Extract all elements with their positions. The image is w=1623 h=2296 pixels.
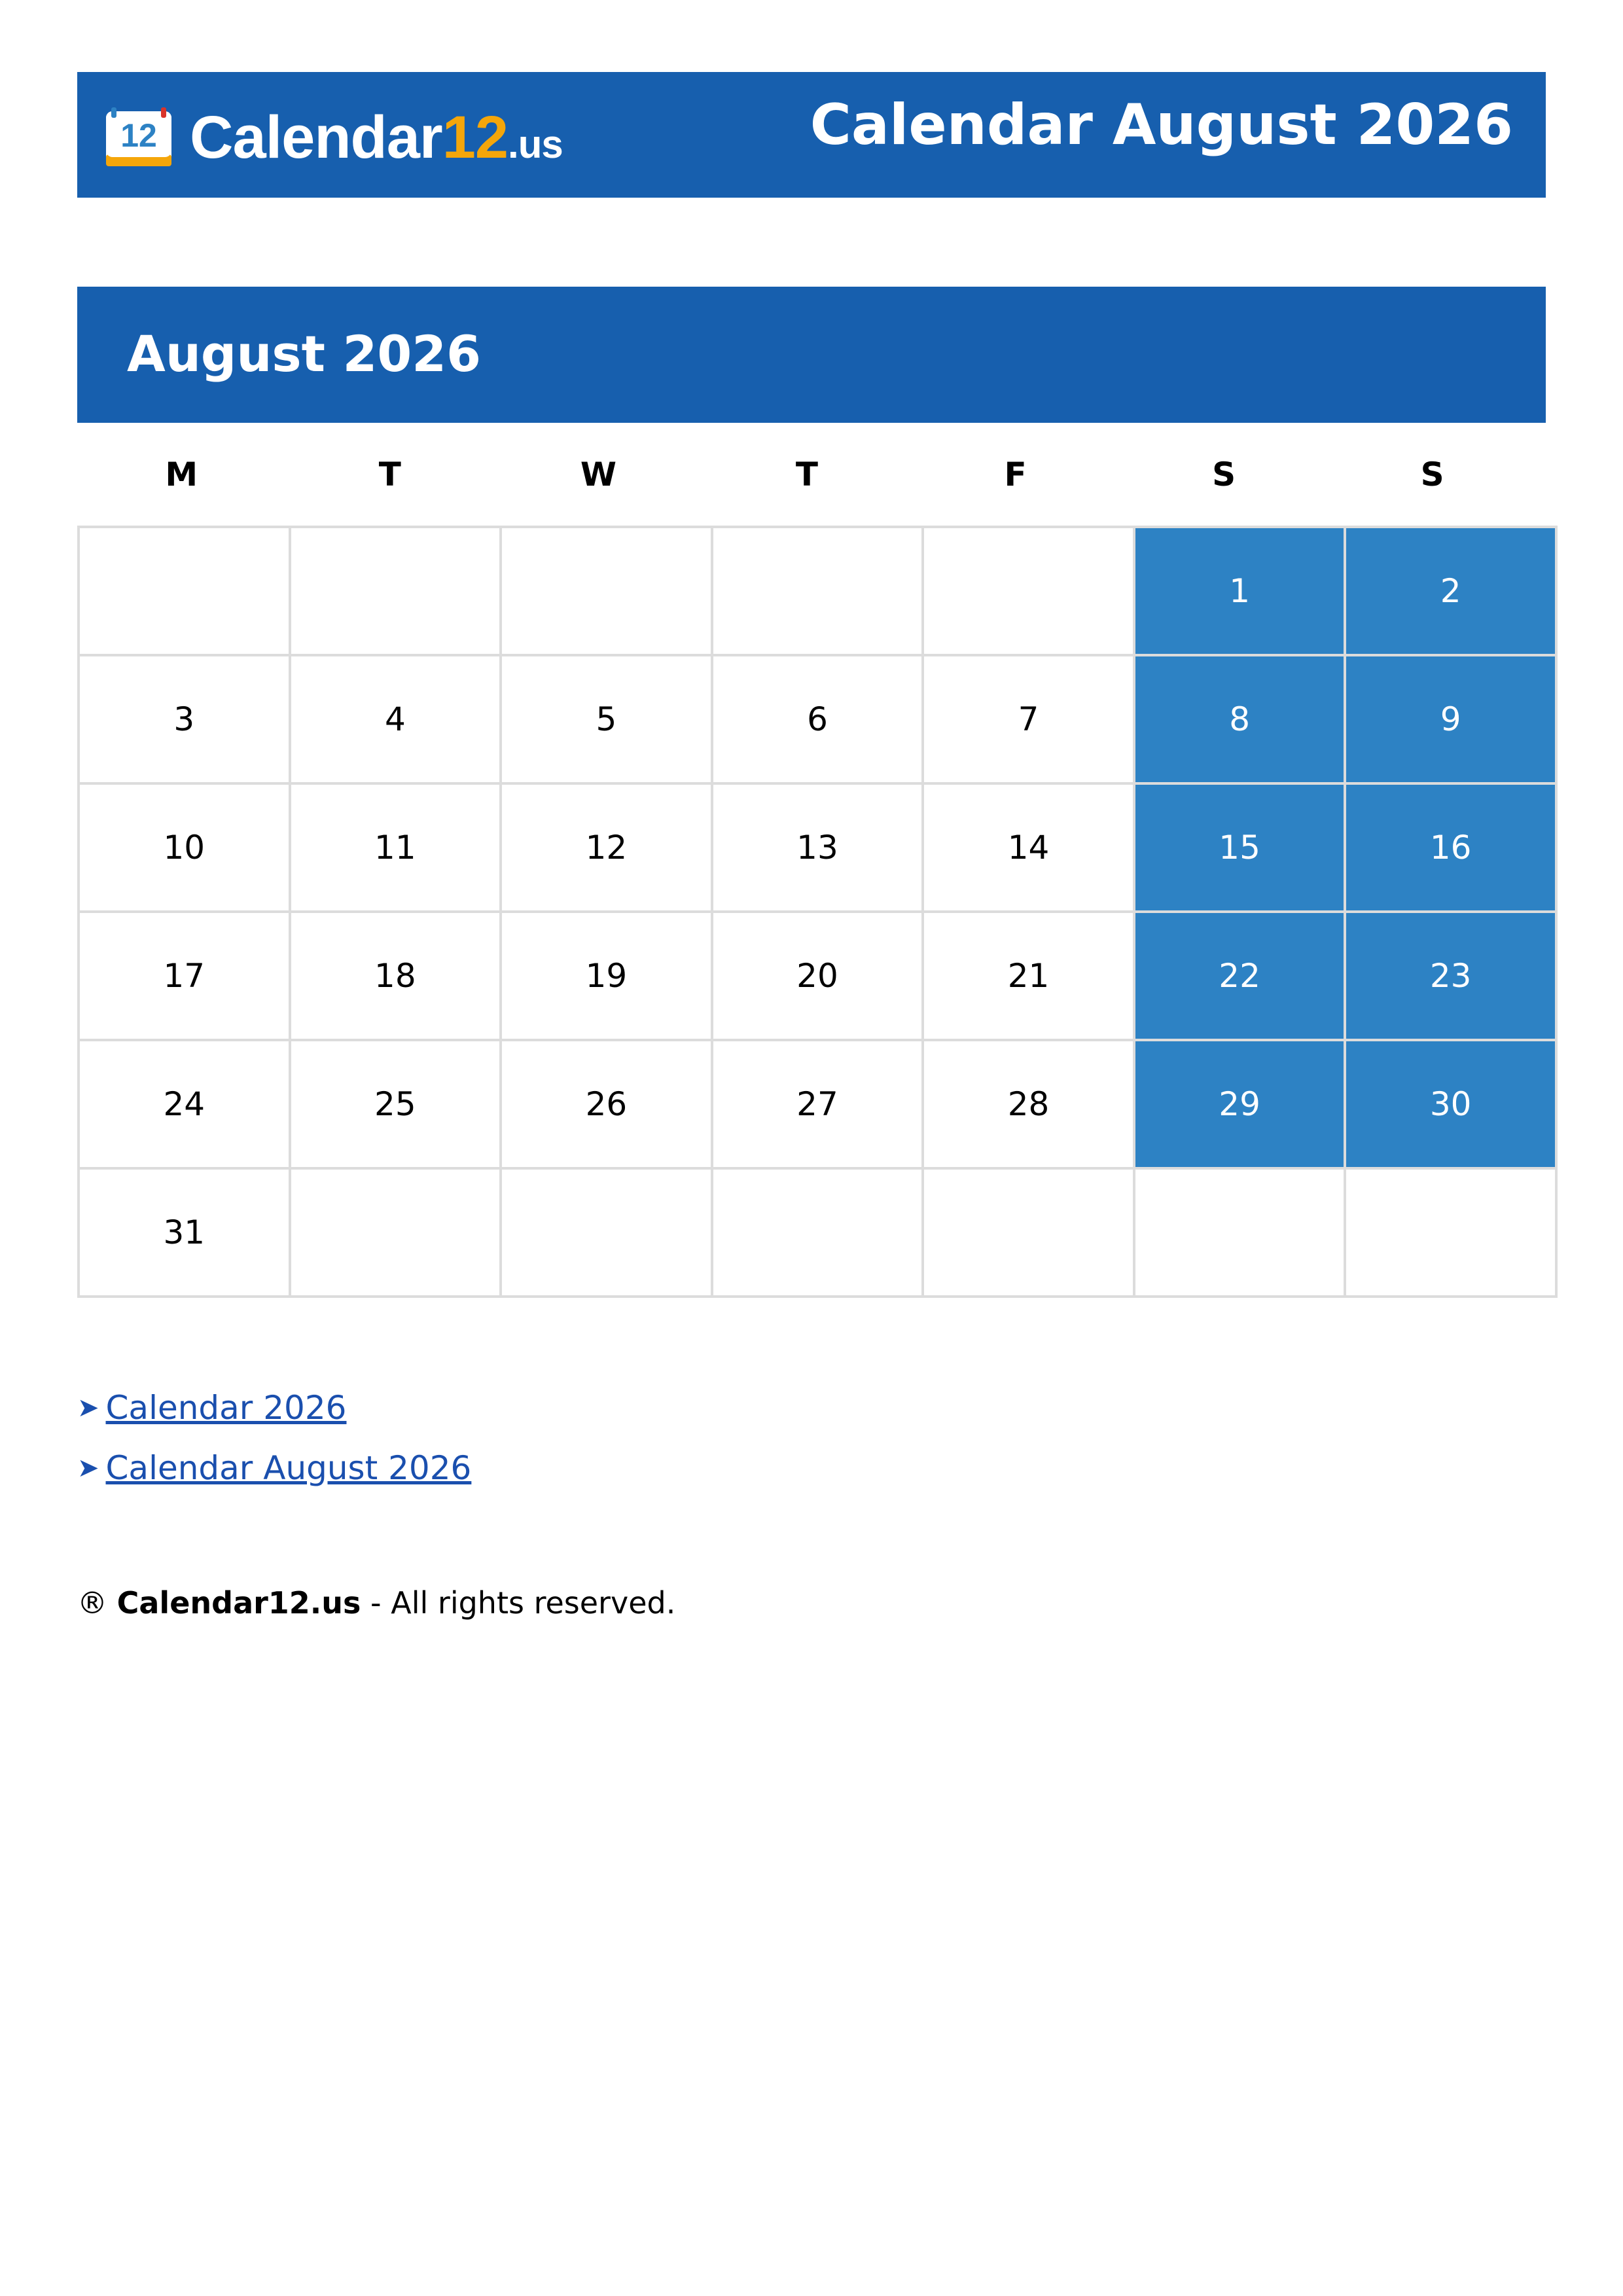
logo-tld: .us (508, 122, 563, 166)
day-cell (923, 527, 1134, 655)
link-item (77, 1378, 471, 1438)
weekend-day-cell: 29 (1134, 1040, 1346, 1168)
related-links (77, 1378, 471, 1498)
footer-brand: Calendar12.us (116, 1585, 361, 1621)
calendar-week (79, 527, 1556, 655)
day-cell: 10 (79, 783, 290, 912)
day-cell: 11 (290, 783, 501, 912)
calendar-week (79, 1168, 1556, 1297)
weekend-day-cell: 8 (1134, 655, 1346, 783)
day-cell: 12 (501, 783, 712, 912)
day-cell (79, 527, 290, 655)
arrow-right-icon: ➤ (77, 1393, 99, 1423)
weekday-label: M (165, 456, 198, 493)
day-cell: 3 (79, 655, 290, 783)
page-title: Calendar August 2026 (810, 92, 1513, 158)
calendar-week (79, 1040, 1556, 1168)
footer-text: - All rights reserved. (361, 1585, 676, 1621)
calendar-icon (105, 107, 173, 168)
weekend-day-cell: 2 (1345, 527, 1556, 655)
footer (77, 1585, 675, 1621)
day-cell: 27 (712, 1040, 923, 1168)
weekday-header (77, 452, 1537, 497)
day-cell: 20 (712, 912, 923, 1040)
weekend-day-cell (1345, 1168, 1556, 1297)
calendar-week (79, 912, 1556, 1040)
day-cell (290, 1168, 501, 1297)
logo-wordmark (190, 104, 563, 171)
weekend-day-cell: 30 (1345, 1040, 1556, 1168)
day-cell (712, 1168, 923, 1297)
day-cell (712, 527, 923, 655)
weekend-day-cell: 1 (1134, 527, 1346, 655)
day-cell (923, 1168, 1134, 1297)
weekend-day-cell (1134, 1168, 1346, 1297)
link-calendar-2026[interactable]: Calendar 2026 (105, 1389, 347, 1427)
weekday-label: T (378, 456, 401, 493)
calendar-week (79, 655, 1556, 783)
registered-symbol: ® (77, 1585, 107, 1621)
day-cell: 18 (290, 912, 501, 1040)
day-cell: 31 (79, 1168, 290, 1297)
weekend-day-cell: 16 (1345, 783, 1556, 912)
weekday-label: F (1004, 456, 1027, 493)
site-header (77, 72, 1546, 198)
link-item (77, 1438, 471, 1498)
day-cell (501, 1168, 712, 1297)
month-title: August 2026 (127, 325, 481, 383)
calendar-grid (77, 526, 1558, 1298)
weekend-day-cell: 15 (1134, 783, 1346, 912)
day-cell: 5 (501, 655, 712, 783)
logo-number: 12 (442, 104, 508, 171)
day-cell: 21 (923, 912, 1134, 1040)
weekday-label: T (795, 456, 819, 493)
calendar-icon-text: 12 (120, 117, 157, 154)
calendar-week (79, 783, 1556, 912)
weekend-day-cell: 9 (1345, 655, 1556, 783)
day-cell: 14 (923, 783, 1134, 912)
weekday-label: W (580, 456, 616, 493)
arrow-right-icon: ➤ (77, 1453, 99, 1483)
link-calendar-august-2026[interactable]: Calendar August 2026 (105, 1449, 472, 1487)
day-cell (501, 527, 712, 655)
logo-name: Calendar (190, 104, 442, 171)
day-cell: 7 (923, 655, 1134, 783)
day-cell: 25 (290, 1040, 501, 1168)
day-cell: 24 (79, 1040, 290, 1168)
weekend-day-cell: 23 (1345, 912, 1556, 1040)
day-cell: 4 (290, 655, 501, 783)
day-cell: 19 (501, 912, 712, 1040)
weekday-label: S (1212, 456, 1236, 493)
day-cell: 26 (501, 1040, 712, 1168)
day-cell: 6 (712, 655, 923, 783)
day-cell (290, 527, 501, 655)
day-cell: 13 (712, 783, 923, 912)
day-cell: 28 (923, 1040, 1134, 1168)
month-banner (77, 287, 1546, 423)
weekend-day-cell: 22 (1134, 912, 1346, 1040)
day-cell: 17 (79, 912, 290, 1040)
weekday-label: S (1420, 456, 1444, 493)
site-logo[interactable] (105, 106, 563, 169)
